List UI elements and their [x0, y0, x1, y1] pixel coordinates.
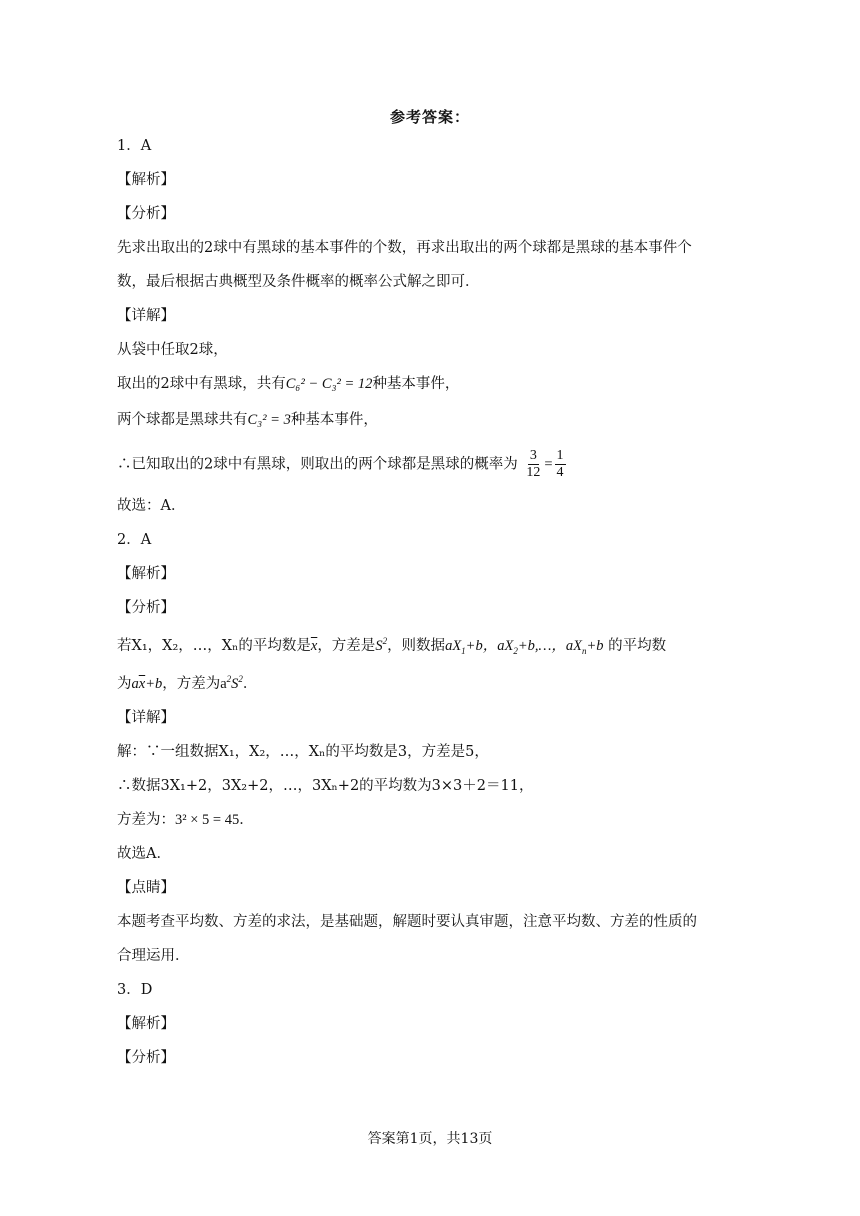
q2-dianjing-text-1: 本题考查平均数、方差的求法，是基础题，解题时要认真审题，注意平均数、方差的性质的 — [117, 914, 697, 930]
mean-symbol: $\overline{x}$ — [310, 638, 318, 654]
fraction-numerator: 3 — [529, 448, 537, 463]
q3-jiexi-heading: 【解析】 — [117, 1016, 175, 1032]
q1-fenxi-text-2: 数，最后根据古典概型及条件概率的概率公式解之即可． — [117, 274, 480, 290]
q1-step-1: 从袋中任取2球， — [117, 342, 228, 358]
new-variance-formula: $a^2S^2$ — [220, 674, 243, 692]
q1-step-2-formula: C₆² − C₃² = 12 — [285, 376, 373, 392]
new-mean-formula: $a\overline{x}+b$ — [131, 676, 163, 692]
q2-dianjing-heading: 【点睛】 — [117, 880, 175, 896]
q2-fenxi-part-e: 为 — [117, 676, 132, 692]
q2-fenxi-part-b: ，方差是 — [317, 638, 376, 654]
q2-fenxi-line-2: 为$a\overline{x}+b$，方差为$a^2S^2$． — [117, 674, 258, 692]
fraction-numerator: 1 — [556, 448, 564, 463]
q1-fenxi-text-1: 先求出取出的2球中有黑球的基本事件的个数，再求出取出的两个球都是黑球的基本事件个 — [117, 240, 692, 256]
q1-step-4: ∴已知取出的2球中有黑球，则取出的两个球都是黑球的概率为 $\frac{3}{12}$ = $\frac{1}{4}$ — [117, 448, 564, 480]
q2-conclusion: 故选A． — [117, 846, 171, 862]
q1-step-3 — [117, 410, 378, 430]
page-title: 参考答案： — [389, 108, 470, 126]
q2-xiangjie-heading: 【详解】 — [117, 710, 175, 726]
q3-answer: 3．D — [117, 982, 153, 998]
q1-xiangjie-heading: 【详解】 — [117, 308, 175, 324]
q1-step-3-pre: 两个球都是黑球共有 — [117, 412, 248, 428]
q1-step-4-pre: ∴已知取出的2球中有黑球，则取出的两个球都是黑球的概率为 — [117, 456, 518, 473]
fraction-denominator: 4 — [556, 465, 564, 480]
q1-step-2 — [117, 374, 459, 394]
q3-fenxi-heading: 【分析】 — [117, 1050, 175, 1066]
q2-fenxi-part-a: 若X₁，X₂，…，Xₙ的平均数是 — [117, 638, 311, 654]
q2-fenxi-part-f: ，方差为 — [162, 676, 221, 692]
q2-jiexi-heading: 【解析】 — [117, 566, 175, 582]
q2-fenxi-part-c: ，则数据 — [387, 638, 446, 654]
q2-fenxi-heading: 【分析】 — [117, 600, 175, 616]
q1-step-2-pre: 取出的2球中有黑球，共有 — [117, 376, 286, 392]
q1-jiexi-heading: 【解析】 — [117, 172, 175, 188]
fraction-3-12 — [524, 448, 542, 481]
transformed-data-formula: $aX_1+b$，$aX_2+b,\dots$，$aX_n+b$ — [445, 638, 604, 656]
q2-step-3-pre: 方差为： — [117, 812, 175, 828]
variance-symbol: $S^2$ — [375, 636, 388, 654]
page-footer: 答案第1页，共13页 — [367, 1131, 493, 1147]
q2-step-3: 方差为：3² × 5 = 45． — [117, 812, 254, 828]
q2-dianjing-text-2: 合理运用． — [117, 948, 190, 964]
q2-step-3-formula: 3² × 5 = 45 — [175, 812, 240, 828]
q2-fenxi-part-d: 的平均数 — [608, 638, 667, 654]
q2-answer: 2．A — [117, 532, 152, 548]
fraction-1-4 — [555, 448, 566, 481]
q2-fenxi-line-1 — [117, 636, 666, 656]
q1-answer: 1．A — [117, 138, 152, 154]
q2-step-2: ∴数据3X₁+2，3X₂+2，…，3Xₙ+2的平均数为3×3＋2＝11， — [117, 778, 534, 794]
fraction-denominator: 12 — [526, 465, 541, 480]
q1-step-3-post: 种基本事件， — [290, 412, 378, 428]
q2-step-1: 解：∵一组数据X₁，X₂，…，Xₙ的平均数是3，方差是5， — [117, 744, 489, 760]
q1-step-3-formula: C₃² = 3 — [247, 412, 291, 428]
q1-conclusion: 故选：A． — [117, 498, 186, 514]
q1-fenxi-heading: 【分析】 — [117, 206, 175, 222]
q1-step-2-post: 种基本事件， — [372, 376, 460, 392]
